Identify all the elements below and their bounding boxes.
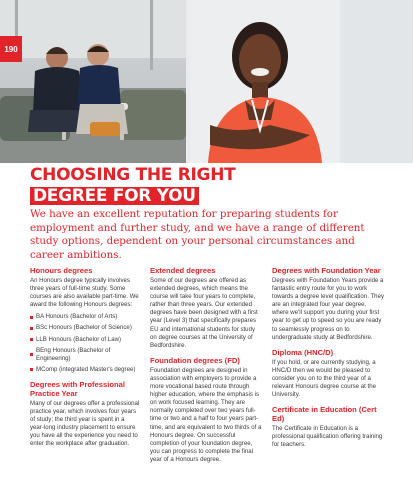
- header-photo: [0, 0, 413, 163]
- foundation-year-body: Degrees with Foundation Years provide a fantastic entry route for you to work towards a degree level qualification. They are an integrated four year degree, where we'll support you during your first year to get up to speed so you are ready to seamlessly progress on to undergraduate study at Bedfordshire.: [272, 277, 385, 341]
- students-photo: [0, 0, 186, 163]
- headline-line-2: DEGREE FOR YOU: [30, 187, 199, 205]
- list-item: BEng Honours (Bachelor of Engineering): [30, 347, 140, 363]
- cert-ed-body: The Certificate in Education is a professional qualification offering training for teachers.: [272, 425, 383, 449]
- honours-title: Honours degrees: [30, 266, 93, 275]
- honours-list: [30, 313, 140, 374]
- page-headline: [30, 166, 235, 206]
- bullet-icon: [30, 338, 33, 341]
- extended-title: Extended degrees: [150, 266, 216, 275]
- practice-title: Degrees with Professional Practice Year: [30, 379, 125, 398]
- diploma-body: If you hold, or are currently studying, a HNC/D then we would be pleased to consider you on to the third year of a relevant Honours degree course at the University.: [272, 358, 376, 399]
- headline-line-1: CHOOSING THE RIGHT: [30, 165, 236, 185]
- bullet-icon: [30, 353, 33, 356]
- foundation-body: Foundation degrees are designed in association with employers to provide a more vocational based route through higher education, where the emphasis is on work focused learning. They are normally completed over two years full-time or two and a half to four years part-time, and are equivalent to two thirds of a Honours degree. On successful completion of your foundation degree, you can progress to complete the final year of a Honours degree.: [150, 366, 262, 463]
- column-3: [272, 266, 384, 450]
- cert-ed-title: Certificate in Education (Cert Ed): [272, 405, 377, 424]
- practice-body: Many of our degrees offer a professional practice year, which involves four years of study; the third year is spent in a year-long industry placement to ensure you have all the experience you need to enter the workplace after graduation.: [30, 399, 140, 448]
- intro-paragraph: We have an excellent reputation for preparing students for employment and further study, and we have a range of different study options, dependent on your personal circumstances and career ambitions.: [30, 208, 365, 261]
- extended-body: Some of our degrees are offered as extended degrees, which means the course will take four years to complete, rather than three years. Our extended degrees have been designed with a first year (Level 3) that specifically prepares EU and international students for study on degree courses at the University of Bedfordshire.: [150, 277, 258, 349]
- diploma-title: Diploma (HNC/D): [272, 347, 334, 357]
- students-illustration: [0, 0, 186, 163]
- list-item: BSc Honours (Bachelor of Science): [30, 324, 140, 332]
- foundation-title: Foundation degrees (FD): [150, 355, 240, 365]
- bullet-icon: [30, 368, 33, 371]
- bullet-icon: [30, 316, 33, 319]
- list-item: LLB Honours (Bachelor of Law): [30, 336, 140, 344]
- column-2: [150, 266, 262, 464]
- bullet-icon: [30, 327, 33, 330]
- graduate-photo: [190, 0, 413, 163]
- list-item: MComp (integrated Master's degree): [30, 366, 140, 374]
- honours-body: An Honours degree typically involves three years of full-time study. Some courses are also available part-time. We award the following Honours degrees:: [30, 277, 139, 309]
- page-number: 190: [0, 36, 22, 62]
- graduate-illustration: [190, 0, 413, 163]
- list-item: BA Honours (Bachelor of Arts): [30, 313, 140, 321]
- foundation-year-title: Degrees with Foundation Year: [272, 266, 381, 275]
- column-1: [30, 266, 140, 449]
